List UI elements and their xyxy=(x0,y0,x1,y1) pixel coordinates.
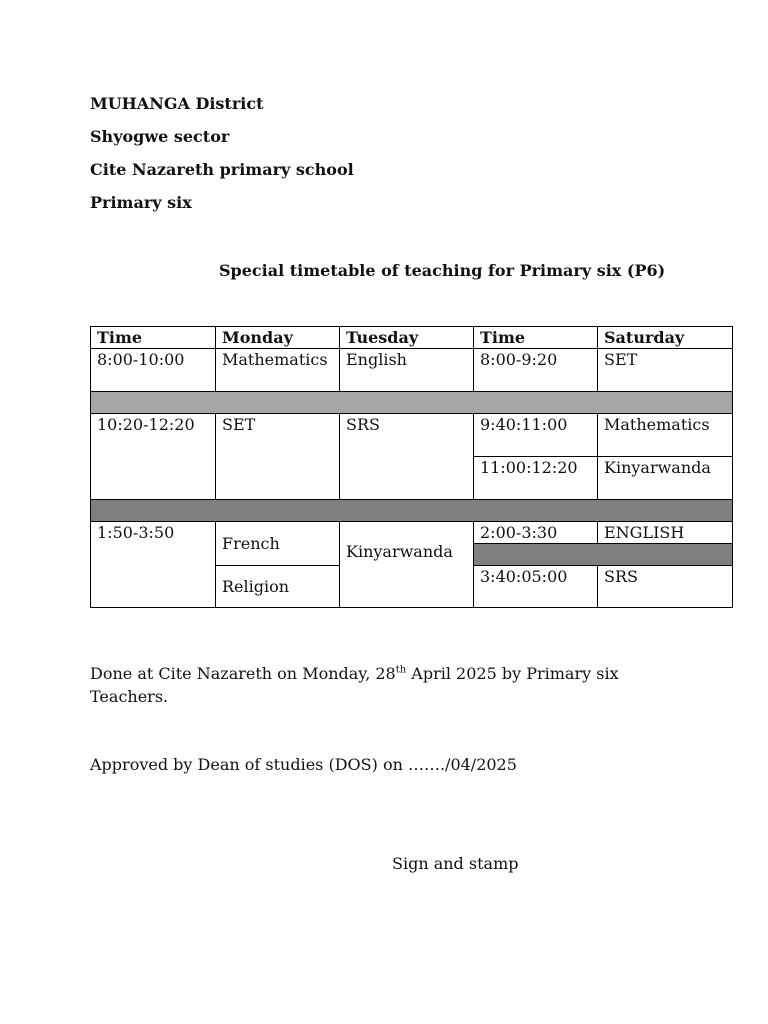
cell-time-2: 11:00:12:20 xyxy=(474,457,598,500)
cell-tuesday: Kinyarwanda xyxy=(340,522,474,608)
done-text-start: Done at Cite Nazareth on Monday, 28 xyxy=(90,664,396,683)
table-row xyxy=(91,522,733,544)
done-statement xyxy=(90,662,690,708)
break-bar xyxy=(474,544,733,566)
approval-statement: Approved by Dean of studies (DOS) on ……./04/2025 xyxy=(90,755,517,774)
sign-and-stamp: Sign and stamp xyxy=(392,854,519,873)
cell-tuesday: SRS xyxy=(340,414,474,500)
district-heading: MUHANGA District xyxy=(90,94,264,113)
cell-saturday: SET xyxy=(598,349,733,392)
table-row xyxy=(91,349,733,392)
header-time: Time xyxy=(91,327,216,349)
cell-monday: Mathematics xyxy=(216,349,340,392)
cell-monday: French xyxy=(216,522,340,566)
break-bar xyxy=(91,500,733,522)
cell-saturday: Mathematics xyxy=(598,414,733,457)
timetable xyxy=(90,326,733,608)
break-row xyxy=(91,500,733,522)
cell-saturday: SRS xyxy=(598,566,733,608)
sector-heading: Shyogwe sector xyxy=(90,127,230,146)
cell-tuesday: English xyxy=(340,349,474,392)
header-monday: Monday xyxy=(216,327,340,349)
ordinal-suffix: th xyxy=(395,664,407,676)
cell-time-2: 2:00-3:30 xyxy=(474,522,598,544)
break-bar xyxy=(91,392,733,414)
table-header-row xyxy=(91,327,733,349)
class-heading: Primary six xyxy=(90,193,192,212)
cell-monday: SET xyxy=(216,414,340,500)
header-tuesday: Tuesday xyxy=(340,327,474,349)
cell-time: 8:00-10:00 xyxy=(91,349,216,392)
header-saturday: Saturday xyxy=(598,327,733,349)
cell-time-2: 9:40:11:00 xyxy=(474,414,598,457)
done-text-end: April 2025 by Primary six Teachers. xyxy=(90,664,619,706)
cell-time: 10:20-12:20 xyxy=(91,414,216,500)
cell-time-2: 8:00-9:20 xyxy=(474,349,598,392)
break-row xyxy=(91,392,733,414)
cell-saturday: Kinyarwanda xyxy=(598,457,733,500)
school-heading: Cite Nazareth primary school xyxy=(90,160,354,179)
cell-saturday: ENGLISH xyxy=(598,522,733,544)
cell-monday: Religion xyxy=(216,566,340,608)
timetable-title: Special timetable of teaching for Primary six (P6) xyxy=(219,261,666,280)
cell-time: 1:50-3:50 xyxy=(91,522,216,608)
header-time-2: Time xyxy=(474,327,598,349)
cell-time-2: 3:40:05:00 xyxy=(474,566,598,608)
table-row xyxy=(91,414,733,457)
